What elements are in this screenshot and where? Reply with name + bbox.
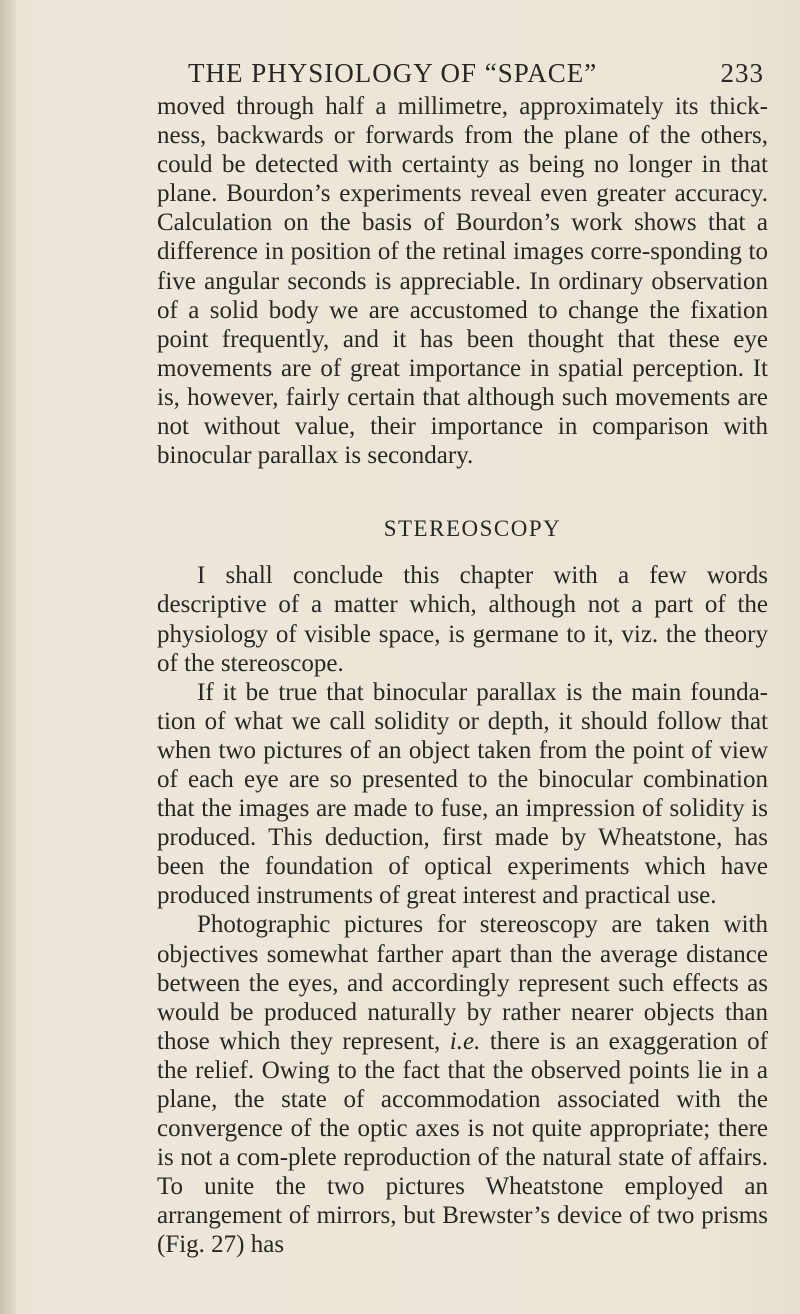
italic-abbreviation: i.e. — [449, 1027, 481, 1055]
paragraph-continued: moved through half a millimetre, approximately its thick-ness, backwards or forwards from the plane of the others, could be detected with certainty as being no longer in that plane. Bourdon’s experiments reveal even greater accuracy. Calculation on the basis of Bourdon’s work shows that a difference in position of the retinal images corre-sponding to five angular seconds is appreciable. In ordinary observation of a solid body we are accustomed to change the fixation point frequently, and it has been thought that these eye movements are of great importance in spatial perception. It is, however, fairly certain that although such movements are not without value, their importance in comparison with binocular parallax is secondary. — [157, 93, 768, 470]
running-head-title: THE PHYSIOLOGY OF “SPACE” — [188, 58, 598, 88]
paragraph — [157, 910, 768, 1259]
paragraph: If it be true that binocular parallax is the main founda-tion of what we call solidity or depth, it should follow that when two pictures of an object taken from the point of view of each eye are so presented to the binocular combination that the images are made to fuse, an impression of solidity is produced. This deduction, first made by Wheatstone, has been the foundation of optical experiments which have produced instruments of great interest and practical use. — [157, 678, 768, 910]
page-number: 233 — [720, 58, 764, 88]
page-gutter — [0, 0, 16, 1314]
body-text — [157, 92, 768, 1260]
section-heading: STEREOSCOPY — [383, 516, 562, 542]
paragraph-text: Photographic pictures for stereoscopy are taken with objectives somewhat farther apart than the average distance between the eyes, and accordingly represent such effects as would be produced naturally by rather nearer objects than those which they represent, — [157, 911, 768, 1055]
paragraph-text: there is an exaggeration of the relief. Owing to the fact that the observed points lie in a plane, the state of accommodation associated with the convergence of the optic axes is not quite appropriate; there is not a com-plete reproduction of the natural state of affairs. To unite the two pictures Wheatstone employed an arrangement of mirrors, but Brewster’s device of two prisms (Fig. 27) has — [157, 1027, 768, 1259]
paragraph: I shall conclude this chapter with a few words descriptive of a matter which, although not a part of the physiology of visible space, is germane to it, viz. the theory of the stereoscope. — [157, 562, 768, 677]
running-head — [188, 58, 778, 94]
